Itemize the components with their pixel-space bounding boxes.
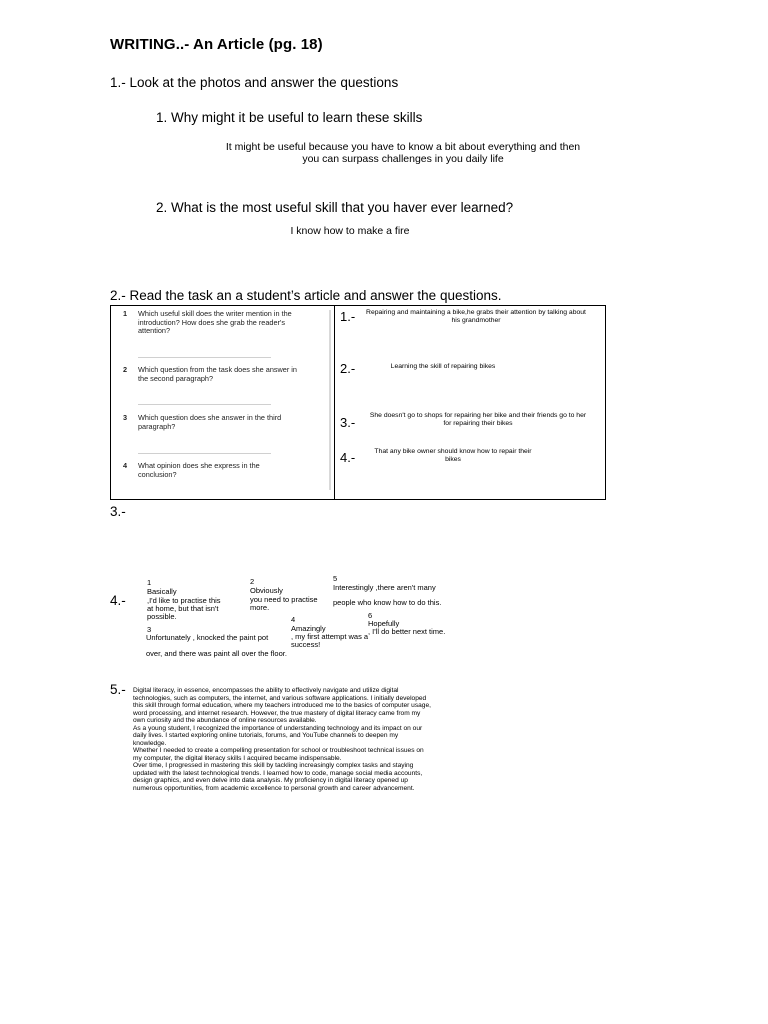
answer-number-2: 2.- (340, 361, 356, 376)
item-2-number: 2 (250, 577, 255, 586)
item-1-line3: at home, but that isn't (147, 604, 219, 613)
item-4-line3: success! (291, 640, 321, 649)
answer-number-1: 1.- (340, 309, 356, 324)
item-3-number: 3 (147, 625, 152, 634)
section5-label: 5.- (110, 682, 126, 697)
item-4-line1: Amazingly (291, 624, 326, 633)
answer-line (138, 404, 271, 405)
article-line: word processing, and internet research. However, the true mastery of digital literacy came from my (133, 709, 421, 717)
item-5-number: 5 (333, 574, 338, 583)
task-question-number: 1 (123, 309, 128, 318)
item-1-line1: Basically (147, 587, 177, 596)
article-line: this skill through formal education, where my teachers introduced me to the basics of computer usage, (133, 702, 431, 709)
question-2: 2. What is the most useful skill that you haver ever learned? (156, 200, 514, 215)
item-2-line2: you need to practise (250, 595, 318, 604)
item-1-number: 1 (147, 578, 152, 587)
answer-number-4: 4.- (340, 450, 356, 465)
answer-line (138, 357, 271, 358)
answer-line (138, 453, 271, 454)
item-1-line4: possible. (147, 612, 177, 621)
article-line: numerous opportunities, from academic excellence to personal growth and career advancement. (133, 784, 415, 792)
section2-heading: 2.- Read the task an a student’s article and answer the questions. (110, 288, 502, 303)
answer-text-2: Learning the skill of repairing bikes (390, 363, 496, 370)
article-line: own curiosity and the abundance of online resources available. (133, 717, 317, 724)
section4-label: 4.- (110, 593, 126, 608)
item-4-line2: , my first attempt was a (291, 632, 369, 641)
article-line: Digital literacy, in essence, encompasses the ability to effectively navigate and utilize digital (133, 687, 399, 694)
article-line: my computer, the digital literacy skills I acquired became indispensable. (133, 754, 342, 762)
article-paragraph (133, 687, 473, 792)
item-5-line1: Interestingly ,there aren't many (333, 583, 436, 592)
task-question-2 (123, 366, 313, 386)
answer-1-line2: you can surpass challenges in you daily life (302, 153, 504, 165)
task-question-text: Which question does she answer in the third paragraph? (138, 413, 282, 431)
task-question-4 (123, 462, 313, 482)
article-line: updated with the latest technological trends. I learned how to code, manage social media accounts, (133, 769, 423, 777)
item-1-line2: ,I'd like to practise this (147, 596, 221, 605)
answer-text-3: She doesn't go to shops for repairing her bike and their friends go to her for repairing their bikes (369, 412, 587, 427)
item-6-line1: Hopefully (368, 619, 400, 628)
article-line: As a young student, I recognized the importance of understanding technology and its impact on our (133, 724, 423, 732)
task-question-text: Which question from the task does she answer in the second paragraph? (138, 365, 297, 383)
task-questions-image (111, 306, 335, 499)
article-line: design graphics, and even delve into data analysis. My proficiency in digital literacy opened up (133, 777, 408, 784)
article-line: Whether I needed to create a compelling presentation for school or troubleshoot technical issues on (133, 747, 424, 754)
answer-text-4: That any bike owner should know how to repair their bikes (374, 448, 532, 463)
image-scroll-edge (329, 310, 331, 490)
item-2-line3: more. (250, 603, 270, 612)
answer-1-line1: It might be useful because you have to know a bit about everything and then (225, 141, 581, 153)
item-4-number: 4 (291, 615, 296, 624)
task-box (110, 305, 606, 500)
page-title: WRITING..- An Article (pg. 18) (110, 36, 323, 53)
article-line: knowledge. (133, 739, 167, 747)
answer-text-1: Repairing and maintaining a bike,he grabs their attention by talking about his grandmother (366, 309, 586, 324)
article-line: technologies, such as computers, the internet, and various software applications. I initially developed (133, 694, 427, 702)
item-3-line2: over, and there was paint all over the floor. (146, 649, 287, 658)
answer-number-3: 3.- (340, 415, 356, 430)
task-question-1 (123, 310, 313, 340)
task-question-number: 2 (123, 365, 128, 374)
section1-heading: 1.- Look at the photos and answer the questions (110, 75, 399, 90)
question-1: 1. Why might it be useful to learn these skills (156, 110, 423, 125)
task-question-3 (123, 414, 313, 434)
article-line: Over time, I progressed in mastering this skill by tackling increasingly complex tasks and staying (133, 762, 414, 769)
item-6-line2: , I'll do better next time. (368, 627, 446, 636)
task-question-text: Which useful skill does the writer mention in the introduction? How does she grab the reader's attention? (138, 309, 292, 335)
task-question-text: What opinion does she express in the conclusion? (138, 461, 260, 479)
task-question-number: 4 (123, 461, 128, 470)
article-line: daily lives. I started exploring online tutorials, forums, and YouTube channels to deepen my (133, 732, 399, 739)
item-6-number: 6 (368, 611, 373, 620)
answer-2: I know how to make a fire (290, 225, 410, 237)
item-5-line2: people who know how to do this. (333, 598, 442, 607)
task-question-number: 3 (123, 413, 128, 422)
item-3-line1: Unfortunately , knocked the paint pot (146, 633, 269, 642)
section3-label: 3.- (110, 504, 126, 519)
item-2-line1: Obviously (250, 586, 283, 595)
